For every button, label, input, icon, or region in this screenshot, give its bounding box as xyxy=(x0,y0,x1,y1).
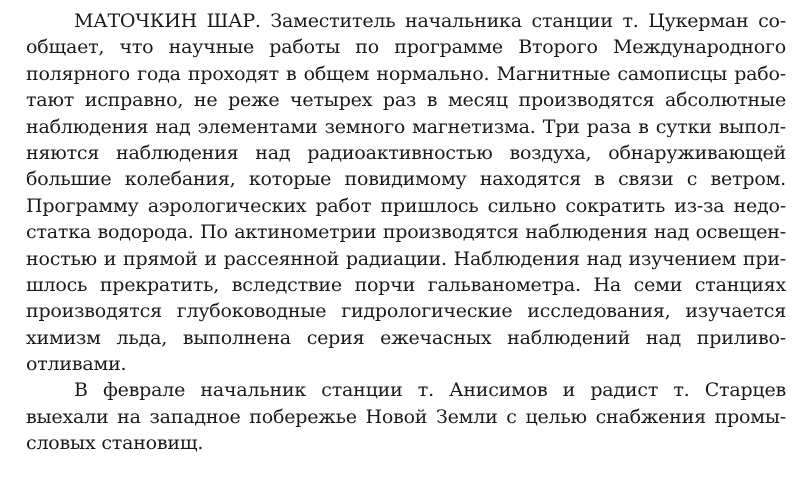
paragraph-matochkin-shar xyxy=(26,8,786,377)
text-line: тают исправно, не реже четырех раз в месяц производятся абсолютные xyxy=(26,89,786,112)
text-line: большие колебания, которые повидимому находятся в связи с ветром. xyxy=(26,168,786,191)
text-line: наблюдения над элементами земного магнетизма. Три раза в сутки выпол- xyxy=(26,115,786,138)
text-line: статка водорода. По актинометрии производятся наблюдения над освещен- xyxy=(26,221,786,244)
text-line: шлось прекратить, вследствие порчи гальванометра. На семи станциях xyxy=(26,273,786,296)
text-line: отливами. xyxy=(26,353,127,376)
text-line: полярного года проходят в общем нормально. Магнитные самописцы рабо- xyxy=(26,62,786,85)
text-line: производятся глубоководные гидрологические исследования, изучается xyxy=(26,300,786,323)
text-line: Программу аэрологических работ пришлось сильно сократить из-за недо- xyxy=(26,194,786,217)
text-line: общает, что научные работы по программе Второго Международного xyxy=(26,36,786,59)
text-line: ностью и прямой и рассеянной радиации. Наблюдения над изучением при- xyxy=(26,247,786,270)
paragraph-february-trip xyxy=(26,377,786,456)
text-line: выехали на западное побережье Новой Земли с целью снабжения промы- xyxy=(26,405,786,428)
text-line: МАТОЧКИН ШАР. Заместитель начальника станции т. Цукерман со- xyxy=(74,10,786,32)
text-line: химизм льда, выполнена серия ежечасных наблюдений над приливо- xyxy=(26,326,786,349)
text-line: В феврале начальник станции т. Анисимов и радист т. Старцев xyxy=(74,379,786,402)
text-line: словых становищ. xyxy=(26,432,204,455)
text-line: няются наблюдения над радиоактивностью воздуха, обнаруживающей xyxy=(26,141,786,164)
